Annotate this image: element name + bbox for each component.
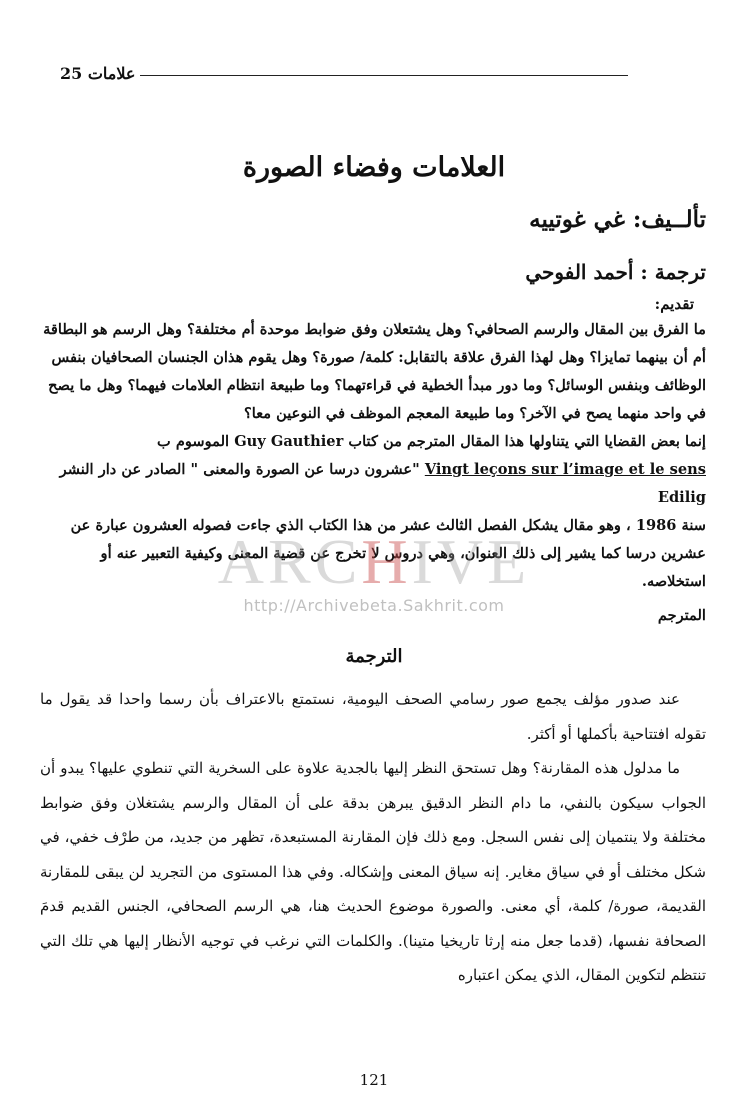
intro-paragraph-questions: ما الفرق بين المقال والرسم الصحافي؟ وهل يشتعلان وفق ضوابط موحدة أم مختلفة؟ وهل الرسم هو البطاقة أم أن بينهما تمايزا؟ وهل لهذا الفرق علاقة بالتقابل: كلمة/ صورة؟ وهل يقوم هذان الجنسان الصحافيان بنفس الوظائف وبنفس الوسائل؟ وما دور مبدأ الخطية في قراءتهما؟ وما طبيعة انتظام العلامات فيهما؟ وهل ما يصح في واحد منهما يصح في الآخر؟ وما طبيعة المعجم الموظف في النوعين معا؟ <box>43 321 706 422</box>
source-prefix: إنما بعض القضايا التي يتناولها هذا المقال المترجم من كتاب <box>348 433 706 450</box>
publisher-name-latin: Edilig <box>657 489 706 506</box>
source-suffix: الموسوم ب <box>157 433 230 450</box>
translator-introduction <box>40 292 706 630</box>
source-author-latin: Guy Gauthier <box>234 433 344 450</box>
translator-signature: المترجم <box>657 607 706 624</box>
book-title-arabic: "عشرون درسا عن الصورة والمعنى " <box>190 461 420 478</box>
intro-heading: تقديم: <box>654 295 694 313</box>
author-line: تألــيف: غي غوتييه <box>529 206 706 233</box>
watermark-logo-accent: H <box>361 526 412 597</box>
body-paragraph: ما مدلول هذه المقارنة؟ وهل تستحق النظر إليها بالجدية علاوة على السخرية التي تنطوي عليها؟ يبدو أن الجواب سيكون بالنفي، ما دام النظر الدقيق يبرهن بدقة على أن المقال والرسم يشتغلان وفق ضوابط مختلفة ولا ينتميان إلى نفس السجل. ومع ذلك فإن المقارنة المستبعدة، تظهر من جديد، من طرْف خفي، في شكل مختلف أو في سياق مغاير. إنه سياق المعنى وإشكاله. وفي هذا المستوى من التجريد لن يبقى للمقارنة القديمة، صورة/ كلمة، أي معنى. والصورة موضوع الحديث هنا، هي الرسم الصحافي، الجنس القديم قدمَ الصحافة نفسها، (قدما جعل منه إرثا تاريخيا متينا). والكلمات التي نرغب في توجيه الأنظار إليها هي تلك التي تنتظم لتكوين المقال، الذي يمكن اعتباره <box>40 759 706 984</box>
watermark-logo-part: ARC <box>217 526 362 597</box>
book-title-latin: Vingt leçons sur l’image et le sens <box>424 461 706 478</box>
intro-paragraph-description: سنة 1986 ، وهو مقال يشكل الفصل الثالث عشر من هذا الكتاب الذي جاءت فصوله العشرون عبارة عن عشرين درسا كما يشير إلى ذلك العنوان، وهي دروس لا تخرج عن قضية المعنى وكيفية التعبير عنه أو استخلاصه. <box>70 517 706 590</box>
watermark-logo-part: IVE <box>411 526 531 597</box>
running-header <box>60 64 628 94</box>
section-heading: الترجمة <box>345 646 403 667</box>
page-number: 121 <box>359 1071 389 1089</box>
journal-issue-label: علامات 25 <box>60 64 136 83</box>
publisher-text: الصادر عن دار النشر <box>59 461 186 478</box>
body-paragraph: عند صدور مؤلف يجمع صور رسامي الصحف اليومية، نستمتع بالاعتراف بأن رسما واحدا قد يقول ما تقوله افتتاحية بأكملها أو أكثر. <box>40 690 706 743</box>
watermark-url: http://Archivebeta.Sakhrit.com <box>243 596 505 615</box>
intro-paragraph-source <box>40 428 706 456</box>
article-body <box>40 682 706 993</box>
article-title: العلامات وفضاء الصورة <box>242 152 506 183</box>
translator-line: ترجمة : أحمد الفوحي <box>525 260 706 284</box>
header-rule <box>140 75 628 76</box>
intro-paragraph-book <box>40 456 706 512</box>
